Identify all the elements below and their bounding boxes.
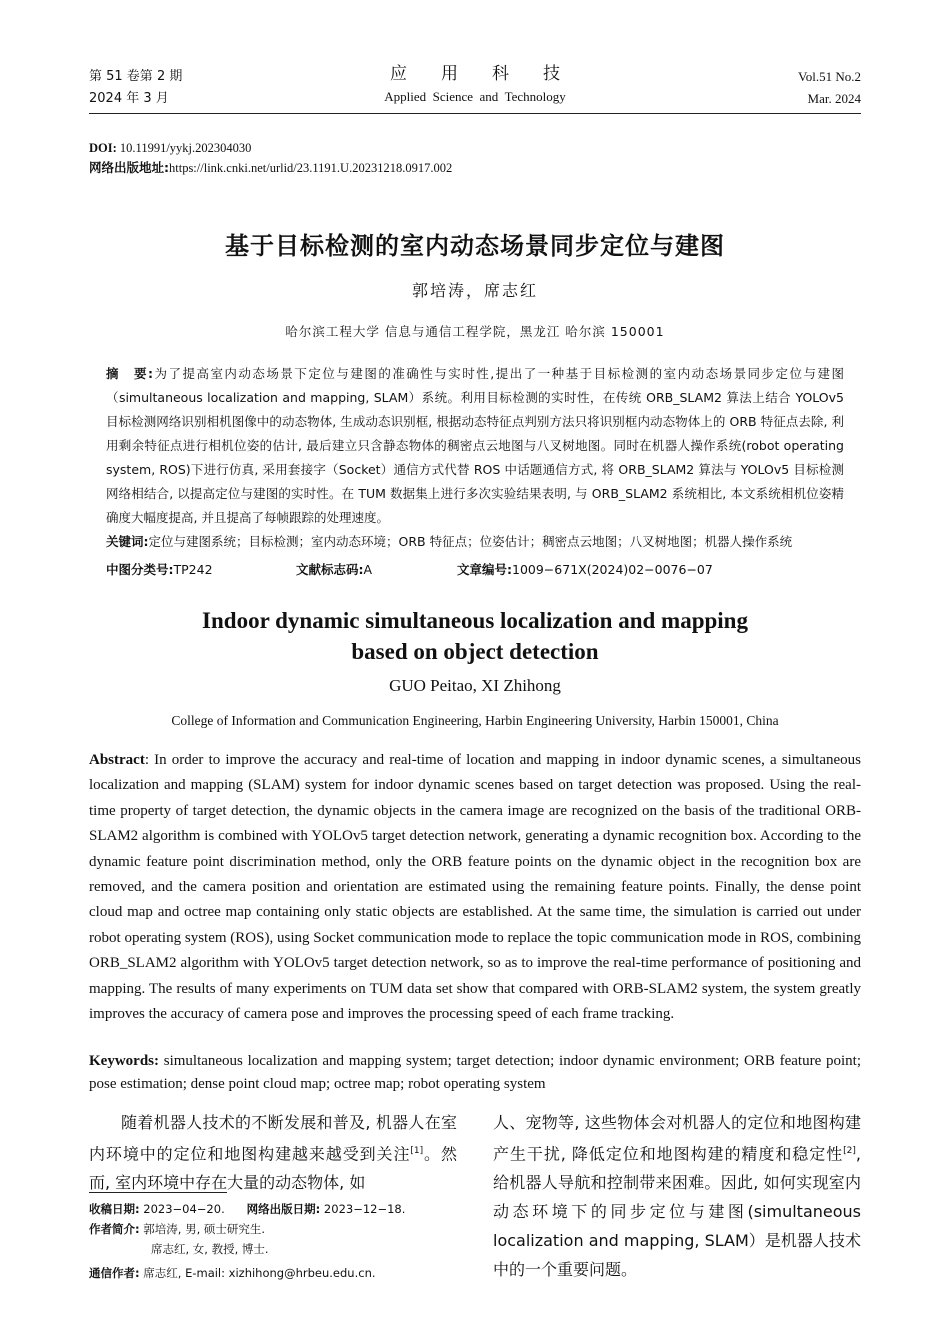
keywords-en [89, 1050, 861, 1096]
body-left-text-a: 随着机器人技术的不断发展和普及, 机器人在室内环境中的定位和地图构建越来越受到关注 [89, 1113, 457, 1164]
footnotes [89, 1199, 459, 1283]
body-column-left [89, 1108, 457, 1197]
doi-label: DOI: [89, 141, 117, 155]
bio-line-1 [89, 1219, 459, 1239]
date-cn: 2024 年 3 月 [89, 91, 169, 106]
keywords-zh-text: 定位与建图系统；目标检测；室内动态环境；ORB 特征点；位姿估计；稠密点云地图；八叉树地图；机器人操作系统 [148, 534, 793, 549]
article-label: 文章编号: [457, 562, 512, 577]
document-code [296, 560, 372, 580]
doi-line [89, 138, 452, 158]
title-en-line-2: based on object detection [351, 639, 599, 664]
correspondence-line [89, 1263, 459, 1283]
clc-label: 中图分类号: [106, 562, 174, 577]
body-right-text-a: 人、宠物等, 这些物体会对机器人的定位和地图构建产生干扰, 降低定位和地图构建的精度和稳定性 [493, 1113, 861, 1164]
body-column-right [493, 1108, 861, 1284]
date-en: Mar. 2024 [807, 91, 861, 106]
body-left-text-b: 。然而, 室内环境中存在大量的动态物体, 如 [89, 1144, 457, 1193]
journal-title-cn: 应用科技 [390, 64, 594, 84]
keywords-en-text: simultaneous localization and mapping system; target detection; indoor dynamic environment; ORB feature point; pose estimation; dense point cloud map; octree map; robot operating system [89, 1053, 861, 1092]
citation-2[interactable]: [2] [843, 1146, 856, 1156]
abstract-zh [106, 362, 844, 554]
doi-value: 10.11991/yykj.202304030 [116, 141, 252, 155]
title-zh: 基于目标检测的室内动态场景同步定位与建图 [225, 232, 725, 260]
abstract-zh-text: 为了提高室内动态场景下定位与建图的准确性与实时性,提出了一种基于目标检测的室内动态场景同步定位与建图（simultaneous localization and mapping, SLAM）系统。利用目标检测的实时性，在传统 ORB_SLAM2 算法上结合 YOLOv5 目标检测网络识别相机图像中的动态物体, 生成动态识别框, 根据动态特征点判别方法只将识别框内动态物体上的 ORB 特征点去除, 利用剩余特征点进行相机位姿的估计, 最后建立只含静态物体的稠密点云地图与八叉树地图。同时在机器人操作系统(robot operating system, ROS)下进行仿真, 采用套接字（Socket）通信方式代替 ROS 中话题通信方式, 将 ORB_SLAM2 算法与 YOLOv5 目标检测网络相结合, 以提高定位与建图的实时性。在 TUM 数据集上进行多次实验结果表明, 与 ORB_SLAM2 系统相比, 本文系统相机位姿精确度大幅度提高, 并且提高了每帧跟踪的处理速度。 [106, 366, 845, 525]
clc-value: TP242 [173, 562, 213, 577]
abstract-en [89, 748, 861, 1027]
header-rule [89, 113, 861, 114]
received-value: 2023−04−20. [139, 1202, 225, 1216]
article-number [457, 560, 713, 580]
keywords-en-label: Keywords: [89, 1053, 159, 1069]
volume-en: Vol.51 No.2 [798, 69, 861, 84]
citation-1[interactable]: [1] [410, 1146, 424, 1156]
bio-line-2: 席志红, 女, 教授, 博士. [151, 1242, 269, 1256]
dates-line [89, 1199, 459, 1219]
corr-label: 通信作者: [89, 1266, 140, 1280]
authors-zh: 郭培涛，席志红 [411, 281, 538, 300]
title-en [0, 605, 950, 667]
online-address-line [89, 158, 452, 178]
body-right-text-b: , 给机器人导航和控制带来困难。因此, 如何实现室内动态环境下的同步定位与建图(simultaneous localization and mapping, SLAM）是机器人技术中的一个重要问题。 [493, 1144, 861, 1280]
received-label: 收稿日期: [89, 1202, 140, 1216]
bio-label: 作者简介: [89, 1222, 140, 1236]
bio-1: 郭培涛, 男, 硕士研究生. [139, 1222, 266, 1236]
keywords-zh-label: 关键词: [106, 534, 149, 549]
title-en-line-1: Indoor dynamic simultaneous localization and mapping [202, 608, 748, 633]
corr-value: 席志红, E-mail: xizhihong@hrbeu.edu.cn. [139, 1266, 376, 1280]
online-date-value: 2023−12−18. [320, 1202, 406, 1216]
doc-value: A [363, 562, 373, 577]
doc-label: 文献标志码: [296, 562, 364, 577]
affiliation-en: College of Information and Communication Engineering, Harbin Engineering University, Harbin 150001, China [171, 713, 779, 728]
journal-title-en: Applied Science and Technology [384, 89, 566, 104]
article-meta [89, 138, 452, 178]
volume-cn: 第 51 卷第 2 期 [89, 69, 183, 84]
clc-number [106, 560, 213, 580]
header-right [798, 66, 861, 110]
abstract-zh-label: 摘 要: [106, 366, 153, 381]
online-address-label: 网络出版地址: [89, 160, 169, 175]
online-date-label: 网络出版日期: [246, 1202, 321, 1216]
footnote-rule [89, 1192, 227, 1193]
authors-en: GUO Peitao, XI Zhihong [389, 676, 561, 695]
article-value: 1009−671X(2024)02−0076−07 [512, 562, 713, 577]
abstract-en-text: : In order to improve the accuracy and real-time of location and mapping in indoor dynamic scenes, a simultaneous localization and mapping (SLAM) system for indoor dynamic scenes based on target detection was proposed. Using the real-time property of target detection, the dynamic objects in the camera image are recognized on the basis of the traditional ORB-SLAM2 algorithm is combined with YOLOv5 target detection network, generating a dynamic recognition box. According to the dynamic feature point discrimination method, only the ORB feature points on the dynamic object in the recognition box are removed, and the camera position and orientation are estimated using the remaining feature points. Finally, the dense point cloud map and octree map containing only static objects are established. At the same time, the simulation is carried out under robot operating system (ROS), using Socket communication mode to replace the topic communication mode in ROS, combining ORB_SLAM2 algorithm with YOLOv5 target detection network, so as to improve the real-time performance of positioning and mapping. The results of many experiments on TUM data set show that compared with ORB-SLAM2 system, the system greatly improves the accuracy of camera pose and improves the processing speed of each frame tracking. [89, 752, 861, 1023]
abstract-en-label: Abstract [89, 752, 145, 768]
affiliation-zh: 哈尔滨工程大学 信息与通信工程学院，黑龙江 哈尔滨 150001 [285, 324, 665, 339]
online-address-value: https://link.cnki.net/urlid/23.1191.U.20231218.0917.002 [169, 161, 453, 175]
